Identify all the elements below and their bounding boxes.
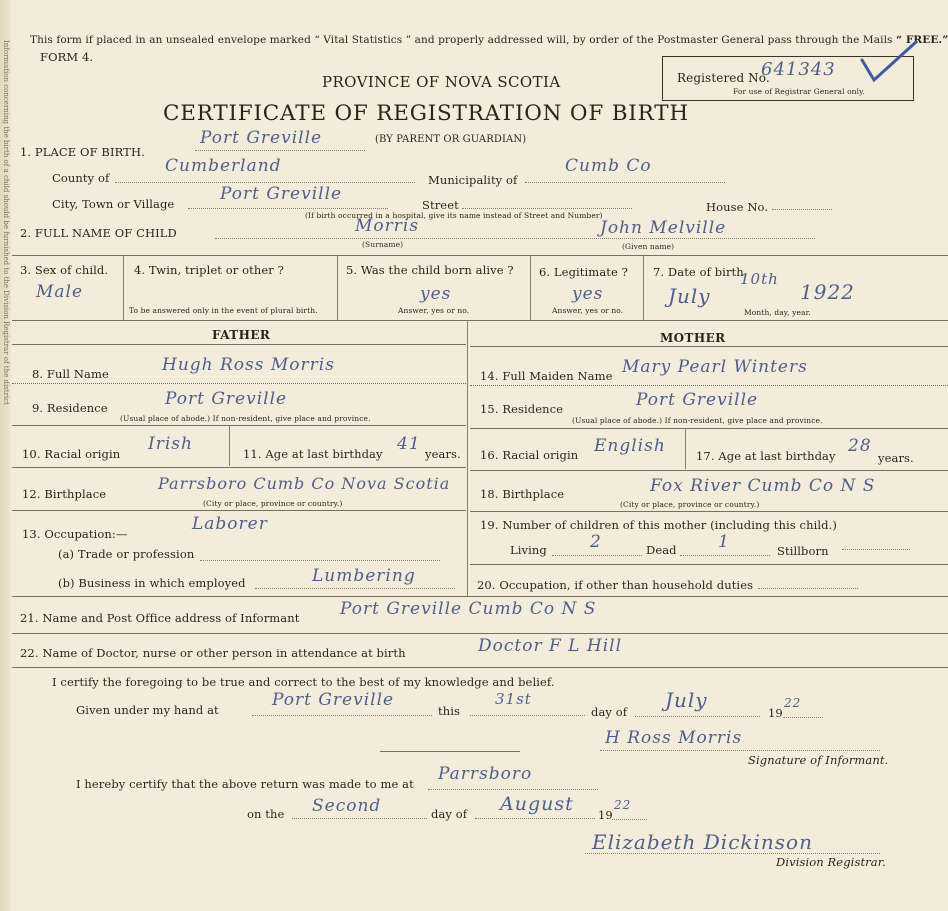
child-given-name-value: John Melville (600, 218, 727, 238)
twin-label: 4. Twin, triplet or other ? (134, 263, 284, 277)
business-label: (b) Business in which employed (58, 576, 246, 590)
legitimate-label: 6. Legitimate ? (539, 265, 628, 279)
surname-caption: (Surname) (362, 240, 404, 249)
mother-name-label: 14. Full Maiden Name (480, 369, 613, 383)
municipality-value: Cumb Co (565, 156, 652, 176)
received-year-prefix: 19 (598, 808, 613, 822)
mother-birthplace-caption: (City or place, province or country.) (620, 500, 760, 509)
sex-label: 3. Sex of child. (20, 263, 109, 277)
received-year-value: 22 (614, 798, 632, 812)
received-at-value: Parrsboro (438, 764, 533, 784)
county-value: Cumberland (165, 156, 282, 176)
registrar-use-note: For use of Registrar General only. (733, 87, 865, 96)
sex-value: Male (36, 282, 84, 302)
child-surname-value: Morris (355, 216, 420, 236)
father-business-value: Lumbering (312, 566, 416, 586)
num-children-label: 19. Number of children of this mother (including this child.) (480, 518, 837, 532)
father-age-value: 41 (397, 434, 421, 454)
mother-name-value: Mary Pearl Winters (622, 357, 808, 377)
father-heading: FATHER (212, 328, 271, 342)
postal-notice-text: This form if placed in an unsealed envelope marked “ Vital Statistics ” and properly addressed will, by order of the Postmaster General pass through the Mails (30, 34, 896, 46)
child-name-label: 2. FULL NAME OF CHILD (20, 226, 177, 240)
mother-age-years: years. (878, 451, 914, 465)
place-of-birth-value: Port Greville (200, 128, 323, 148)
twin-note: To be answered only in the event of plural birth. (129, 306, 318, 315)
mother-birthplace-label: 18. Birthplace (480, 487, 565, 501)
division-registrar-caption: Division Registrar. (776, 855, 886, 869)
given-day-value: 31st (495, 690, 532, 708)
mother-age-value: 28 (848, 436, 872, 456)
mother-residence-label: 15. Residence (480, 402, 564, 416)
mother-heading: MOTHER (660, 331, 726, 345)
father-name-value: Hugh Ross Morris (162, 355, 335, 375)
check-mark-icon (858, 38, 920, 86)
edge-notice (2, 40, 10, 860)
dob-caption: Month, day, year. (744, 308, 811, 317)
doctor-label: 22. Name of Doctor, nurse or other person in attendance at birth (20, 646, 406, 660)
legitimate-caption: Answer, yes or no. (552, 306, 624, 315)
father-birthplace-label: 12. Birthplace (22, 487, 107, 501)
mother-abode-caption: (Usual place of abode.) (572, 416, 663, 425)
registered-label: Registered No. (677, 71, 770, 85)
living-label: Living (510, 543, 547, 557)
given-name-caption: (Given name) (622, 242, 675, 251)
father-nonresident-caption: If non-resident, give place and province. (212, 414, 371, 423)
dob-label: 7. Date of birth. (653, 265, 748, 279)
postal-notice (30, 34, 948, 46)
city-town-label: City, Town or Village (52, 197, 175, 211)
stillborn-label: Stillborn (777, 544, 829, 558)
given-year-prefix: 19 (768, 706, 783, 720)
informant-signature-caption: Signature of Informant. (748, 753, 889, 767)
father-occupation-value: Laborer (192, 514, 268, 534)
given-under-label: Given under my hand at (76, 703, 219, 717)
father-residence-value: Port Greville (165, 389, 288, 409)
father-race-value: Irish (148, 434, 193, 454)
certificate-title: CERTIFICATE OF REGISTRATION OF BIRTH (163, 101, 689, 126)
father-age-label: 11. Age at last birthday (243, 447, 383, 461)
informant-signature: H Ross Morris (605, 728, 743, 748)
province-heading: PROVINCE OF NOVA SCOTIA (322, 73, 561, 91)
dead-value: 1 (718, 532, 730, 552)
dob-month-value: July (668, 284, 711, 308)
mother-race-value: English (594, 436, 666, 456)
hereby-certify-label: I hereby certify that the above return was made to me at (76, 777, 414, 791)
dob-day-value: 10th (740, 270, 779, 288)
born-alive-caption: Answer, yes or no. (398, 306, 470, 315)
registrar-signature: Elizabeth Dickinson (592, 830, 813, 854)
mother-age-label: 17. Age at last birthday (696, 449, 836, 463)
father-occupation-label: 13. Occupation:— (22, 527, 128, 541)
county-label: County of (52, 171, 110, 185)
born-alive-label: 5. Was the child born alive ? (346, 263, 514, 277)
father-birthplace-value: Parrsboro Cumb Co Nova Scotia (158, 474, 451, 493)
legitimate-value: yes (572, 284, 604, 304)
father-age-years: years. (425, 447, 461, 461)
street-label: Street (422, 198, 459, 212)
edge-notice-text: Information concerning the birth of a child should be furnished to the Division Registrar of the district (2, 40, 10, 405)
father-abode-caption: (Usual place of abode.) (120, 414, 211, 423)
mother-residence-caption (572, 416, 823, 425)
father-birthplace-caption: (City or place, province or country.) (203, 499, 343, 508)
mother-nonresident-caption: If non-resident, give place and province. (664, 416, 823, 425)
received-day-value: Second (312, 796, 382, 816)
house-no-label: House No. (706, 200, 769, 214)
this-label: this (438, 704, 461, 718)
registered-number: 641343 (761, 59, 836, 80)
given-year-value: 22 (784, 696, 802, 710)
dead-label: Dead (646, 543, 677, 557)
on-the-label: on the (247, 807, 285, 821)
father-name-label: 8. Full Name (32, 367, 109, 381)
certify-statement: I certify the foregoing to be true and correct to the best of my knowledge and belief. (52, 675, 555, 689)
dob-year-value: 1922 (800, 280, 855, 304)
by-parent-note: (BY PARENT OR GUARDIAN) (375, 134, 527, 145)
trade-label: (a) Trade or profession (58, 547, 195, 561)
mother-race-label: 16. Racial origin (480, 448, 579, 462)
mother-residence-value: Port Greville (636, 390, 759, 410)
mother-birthplace-value: Fox River Cumb Co N S (650, 476, 876, 496)
municipality-label: Municipality of (428, 173, 518, 187)
mother-occupation-label: 20. Occupation, if other than household duties (477, 578, 754, 592)
received-month-value: August (500, 793, 574, 815)
father-residence-caption (120, 414, 371, 423)
given-month-value: July (665, 688, 708, 712)
informant-label: 21. Name and Post Office address of Informant (20, 611, 300, 625)
hospital-note: (If birth occurred in a hospital, give its name instead of Street and Number) (305, 211, 603, 220)
father-race-label: 10. Racial origin (22, 447, 121, 461)
day-of-label: day of (591, 705, 628, 719)
given-at-value: Port Greville (272, 690, 395, 710)
father-residence-label: 9. Residence (32, 401, 108, 415)
day-of-label-2: day of (431, 807, 468, 821)
doctor-value: Doctor F L Hill (478, 636, 623, 656)
city-town-value: Port Greville (220, 184, 343, 204)
informant-value: Port Greville Cumb Co N S (340, 599, 597, 619)
place-of-birth-label: 1. PLACE OF BIRTH. (20, 145, 145, 159)
postal-notice-free: “ FREE.” (895, 34, 948, 46)
form-number: FORM 4. (40, 50, 94, 64)
living-value: 2 (590, 532, 602, 552)
born-alive-value: yes (420, 284, 452, 304)
